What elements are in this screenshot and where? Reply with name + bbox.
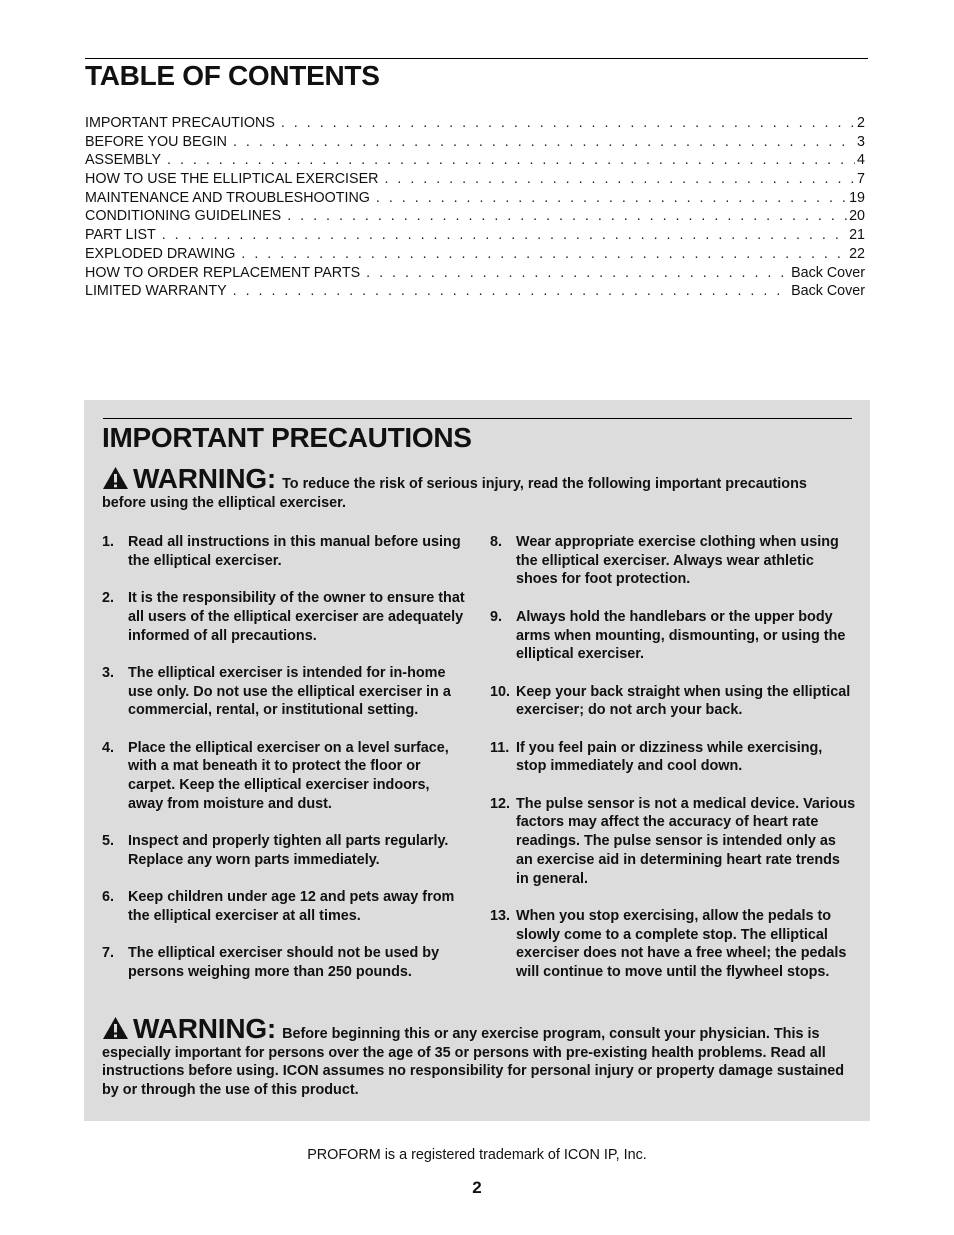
closing-warning <box>102 1014 854 1100</box>
precaution-number: 3. <box>102 664 115 681</box>
toc-entry-page: Back Cover <box>791 283 865 300</box>
toc-entry-page: Back Cover <box>791 264 865 281</box>
precaution-text: Wear appropriate exercise clothing when using the elliptical exerciser. Always wear athletic shoes for foot protection. <box>516 534 839 588</box>
precaution-number: 8. <box>490 534 503 550</box>
precaution-item <box>102 888 468 925</box>
precaution-item <box>490 608 856 664</box>
toc-entry-page: 20 <box>849 208 865 225</box>
toc-entry-page: 7 <box>857 171 865 188</box>
toc-entry-label: EXPLODED DRAWING <box>85 245 236 262</box>
toc-entry[interactable] <box>85 226 865 245</box>
toc-entry-label: IMPORTANT PRECAUTIONS <box>85 115 275 131</box>
precaution-item <box>102 589 468 645</box>
precautions-column-right <box>490 533 856 1000</box>
precaution-number: 4. <box>102 739 115 756</box>
precaution-text: If you feel pain or dizziness while exercising, stop immediately and cool down. <box>516 739 823 775</box>
precaution-number: 12. <box>490 795 511 812</box>
precaution-text: Keep children under age 12 and pets away from the elliptical exerciser at all times. <box>128 889 455 924</box>
precaution-number: 9. <box>490 608 503 625</box>
precaution-item <box>102 664 468 720</box>
toc-leader-dots <box>167 151 855 170</box>
intro-warning-text: To reduce the risk of serious injury, read the following important precautions before using the elliptical exerciser. <box>102 476 807 511</box>
toc-entry[interactable] <box>85 151 865 170</box>
toc-entry-label: ASSEMBLY <box>85 152 162 169</box>
precaution-item <box>490 739 856 776</box>
warning-triangle-icon <box>102 1016 129 1040</box>
precaution-number: 7. <box>102 945 115 962</box>
precaution-item <box>490 795 856 889</box>
precaution-text: Keep your back straight when using the elliptical exerciser; do not arch your back. <box>516 683 851 719</box>
toc-leader-dots <box>233 282 789 301</box>
toc-entry[interactable] <box>85 264 865 283</box>
toc-entry-label: HOW TO USE THE ELLIPTICAL EXERCISER <box>85 171 379 188</box>
precautions-top-rule <box>103 418 852 419</box>
toc-leader-dots <box>281 114 855 133</box>
intro-warning <box>102 464 854 512</box>
precaution-number: 13. <box>490 907 511 924</box>
toc-list <box>85 114 865 301</box>
toc-entry-page: 22 <box>849 245 865 262</box>
toc-entry[interactable] <box>85 133 865 152</box>
precaution-text: The elliptical exerciser should not be used by persons weighing more than 250 pounds. <box>128 945 440 981</box>
toc-entry-label: BEFORE YOU BEGIN <box>85 133 227 150</box>
toc-entry-page: 21 <box>849 227 865 244</box>
trademark-notice: PROFORM is a registered trademark of ICON IP, Inc. <box>307 1147 647 1163</box>
toc-entry-page: 19 <box>849 189 865 206</box>
precaution-item <box>490 533 856 589</box>
warning-label: WARNING: <box>133 1013 277 1044</box>
precaution-number: 10. <box>490 683 511 700</box>
page-number: 2 <box>472 1178 482 1197</box>
toc-title: TABLE OF CONTENTS <box>85 60 380 91</box>
warning-triangle-icon <box>102 466 129 490</box>
precaution-item <box>102 944 468 981</box>
precautions-title: IMPORTANT PRECAUTIONS <box>102 422 472 453</box>
precautions-column-left <box>102 533 468 1000</box>
precaution-text: Place the elliptical exerciser on a level surface, with a mat beneath it to protect the floor or carpet. Keep the elliptical exerciser indoors, away from moisture and dust. <box>128 739 449 812</box>
toc-entry[interactable] <box>85 189 865 208</box>
precaution-item <box>490 683 856 720</box>
precaution-item <box>102 832 468 869</box>
toc-entry[interactable] <box>85 207 865 226</box>
precaution-text: Read all instructions in this manual before using the elliptical exerciser. <box>128 534 461 569</box>
precaution-text: It is the responsibility of the owner to ensure that all users of the elliptical exerciser are adequately informed of all precautions. <box>128 590 465 644</box>
toc-entry-page: 2 <box>857 115 865 131</box>
toc-leader-dots <box>366 264 789 283</box>
precaution-number: 6. <box>102 889 115 906</box>
precaution-item <box>490 907 856 982</box>
toc-entry[interactable] <box>85 170 865 189</box>
precaution-number: 5. <box>102 833 115 850</box>
warning-heading <box>102 1013 282 1044</box>
closing-warning-text: Before beginning this or any exercise program, consult your physician. This is especially important for persons over the age of 35 or persons with pre-existing health problems. Read all instructions before using. ICON assumes no responsibility for personal injury or property damage sustained by or through the use of this product. <box>102 1026 845 1099</box>
toc-entry-label: CONDITIONING GUIDELINES <box>85 208 282 225</box>
warning-label: WARNING: <box>133 463 277 494</box>
precaution-number: 11. <box>490 739 510 756</box>
precaution-number: 1. <box>102 534 115 550</box>
toc-entry-label: HOW TO ORDER REPLACEMENT PARTS <box>85 264 361 281</box>
precaution-text: Inspect and properly tighten all parts regularly. Replace any worn parts immediately. <box>128 833 449 868</box>
toc-leader-dots <box>287 207 847 226</box>
warning-heading <box>102 463 282 494</box>
toc-entry-page: 4 <box>857 152 865 169</box>
precaution-text: When you stop exercising, allow the pedals to slowly come to a complete stop. The elliptical exerciser does not have a free wheel; the pedals will continue to move until the flywheel stops. <box>516 907 847 981</box>
precaution-item <box>102 533 468 570</box>
toc-entry[interactable] <box>85 114 865 133</box>
toc-entry-label: PART LIST <box>85 227 156 244</box>
toc-entry[interactable] <box>85 245 865 264</box>
toc-leader-dots <box>376 189 847 208</box>
precaution-text: The pulse sensor is not a medical device. Various factors may affect the accuracy of heart rate readings. The pulse sensor is intended only as an exercise aid in determining heart rate trends in general. <box>516 795 856 887</box>
precaution-text: The elliptical exerciser is intended for in-home use only. Do not use the elliptical exerciser in a commercial, rental, or institutional setting. <box>128 664 451 719</box>
toc-leader-dots <box>162 226 847 245</box>
toc-top-rule <box>85 58 868 59</box>
toc-entry-page: 3 <box>857 133 865 150</box>
toc-entry-label: MAINTENANCE AND TROUBLESHOOTING <box>85 189 370 206</box>
toc-entry[interactable] <box>85 282 865 301</box>
toc-entry-label: LIMITED WARRANTY <box>85 283 227 300</box>
precautions-panel <box>84 400 870 1121</box>
toc-leader-dots <box>384 170 855 189</box>
precaution-number: 2. <box>102 590 115 607</box>
toc-leader-dots <box>233 133 855 152</box>
toc-leader-dots <box>241 245 847 264</box>
precaution-text: Always hold the handlebars or the upper body arms when mounting, dismounting, or using the elliptical exerciser. <box>516 608 846 663</box>
precaution-item <box>102 739 468 814</box>
